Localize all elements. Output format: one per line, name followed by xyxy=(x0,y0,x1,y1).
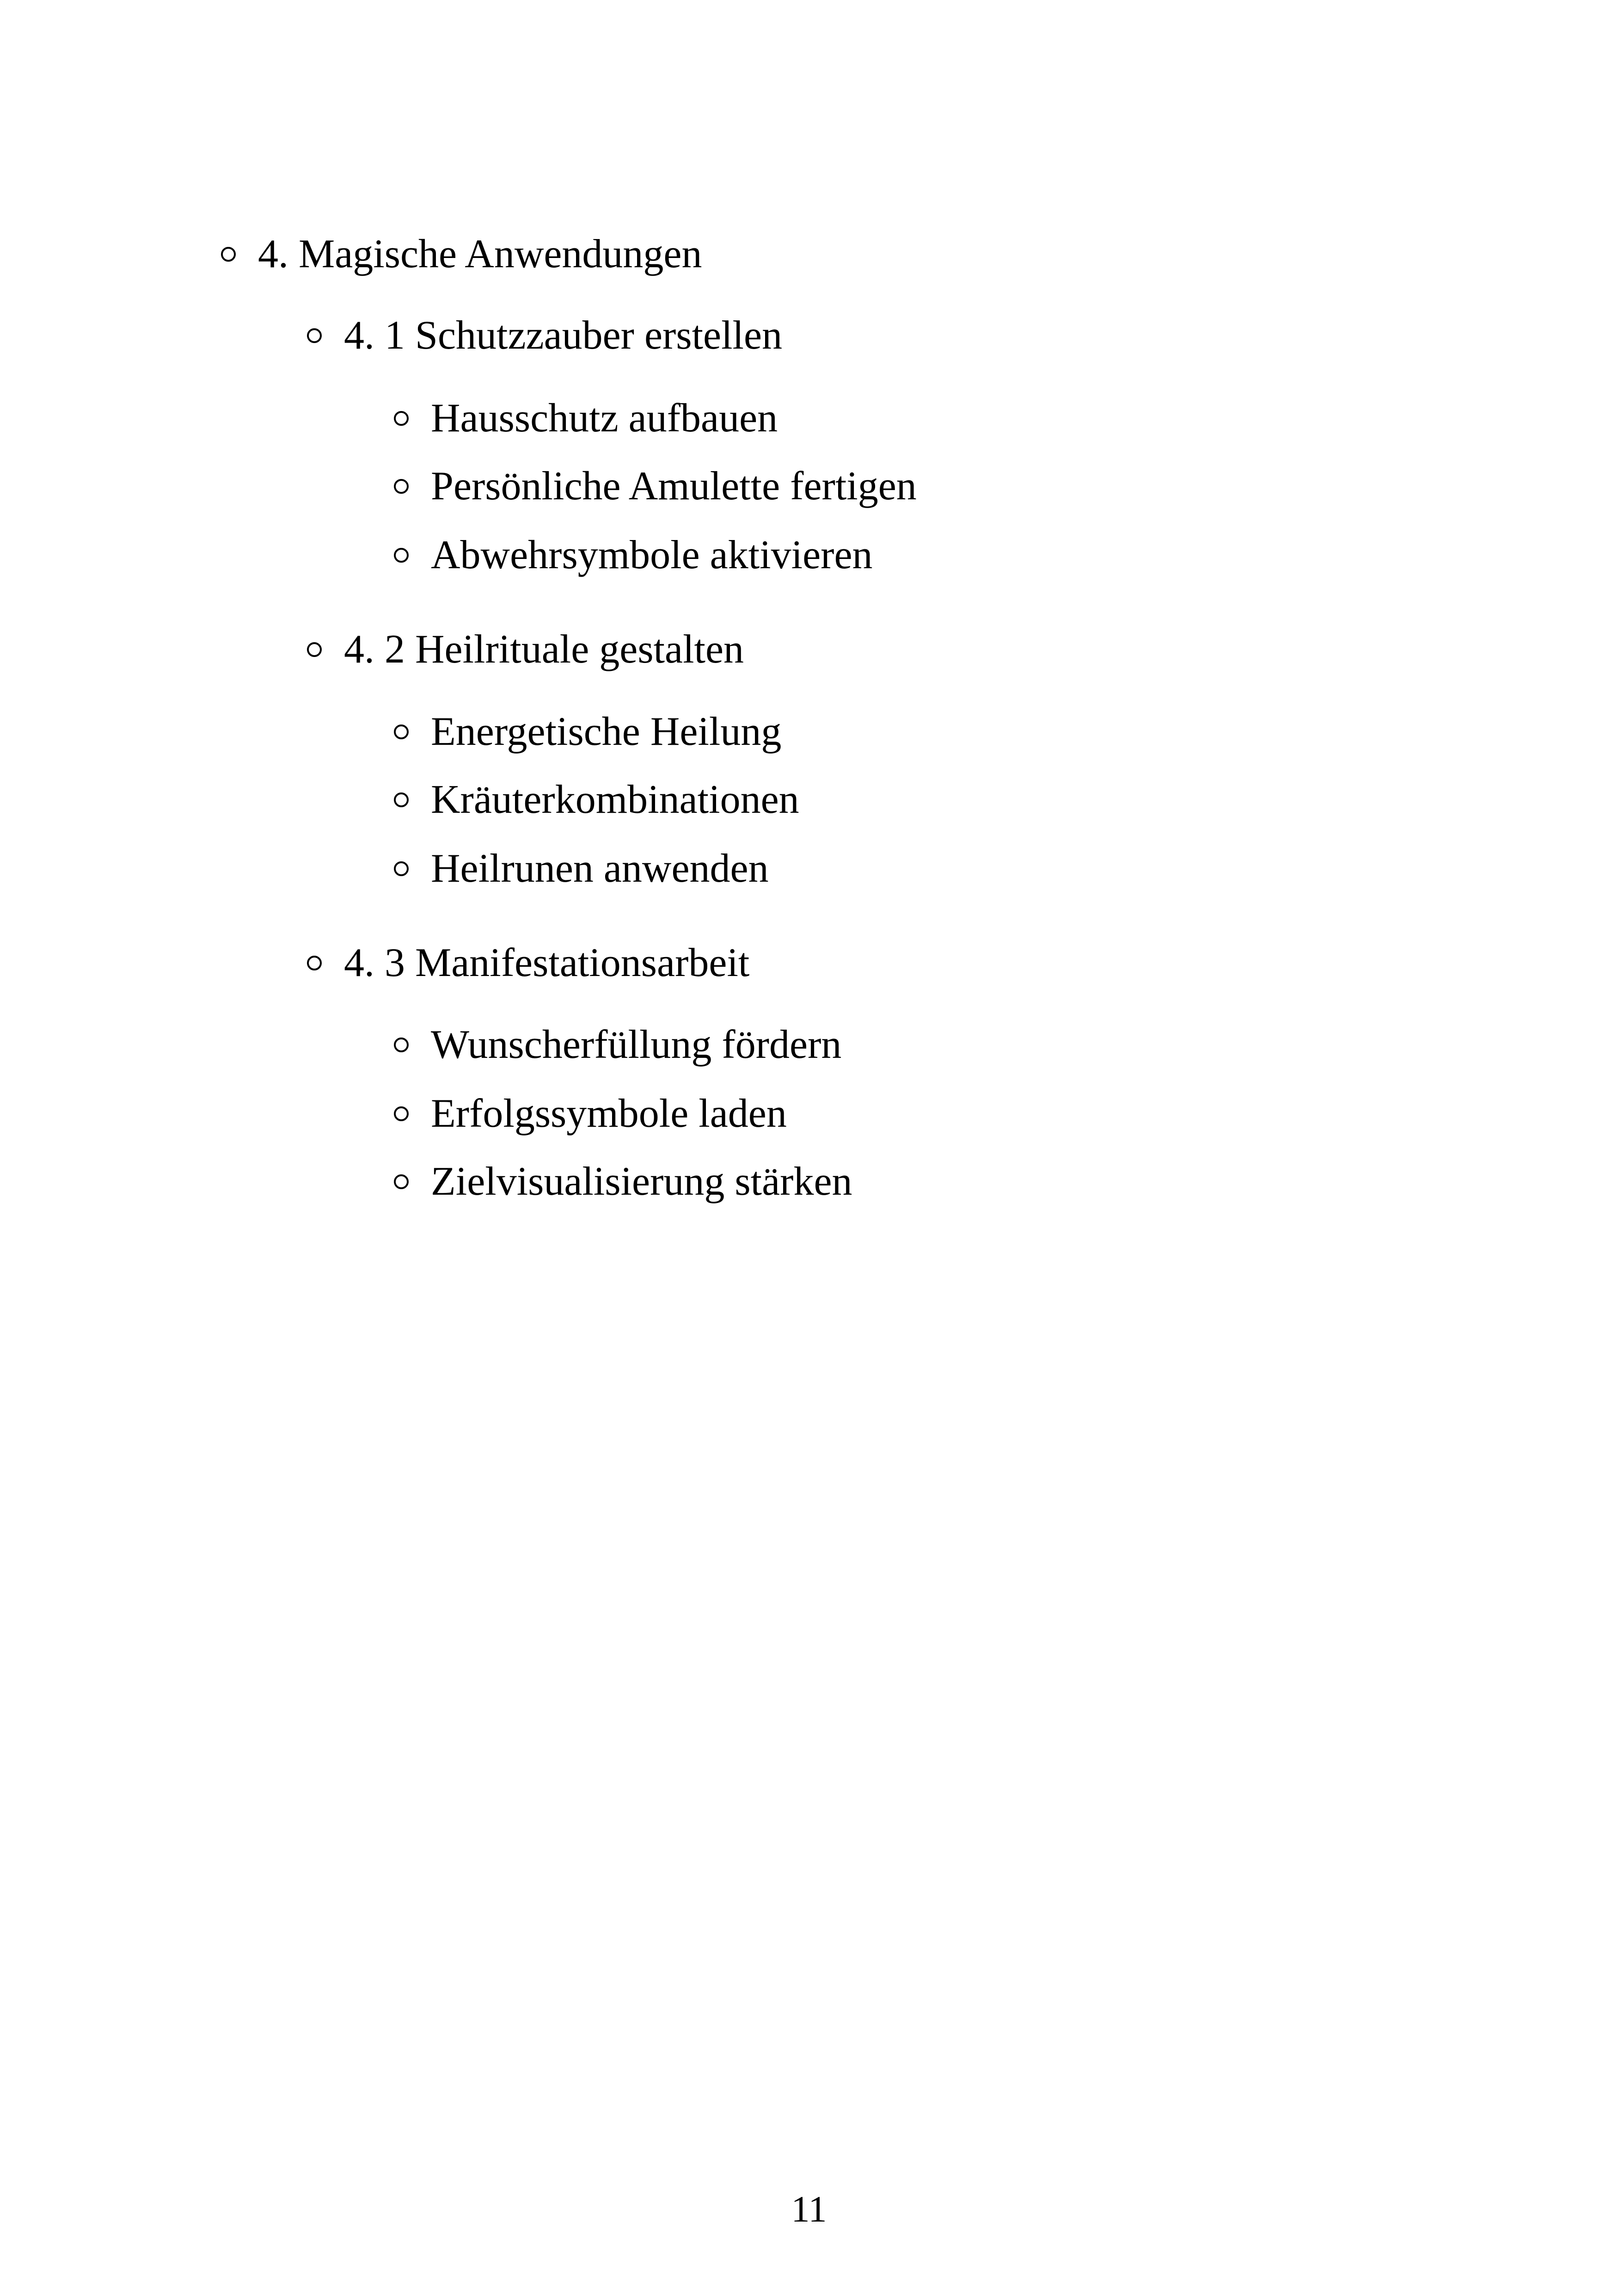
chapter-title: 4. Magische Anwendungen xyxy=(258,232,702,276)
hollow-circle-bullet-icon xyxy=(307,642,322,657)
hollow-circle-bullet-icon xyxy=(394,548,409,563)
hollow-circle-bullet-icon xyxy=(394,1174,409,1189)
hollow-circle-bullet-icon xyxy=(394,1037,409,1052)
section-title: 4. 3 Manifestationsarbeit xyxy=(344,940,750,985)
item-text: Wunscherfüllung fördern xyxy=(431,1022,842,1067)
item-text: Heilrunen anwenden xyxy=(431,846,769,891)
item-text: Zielvisualisierung stärken xyxy=(431,1159,852,1204)
outline-item xyxy=(394,459,917,514)
outline-chapter xyxy=(221,227,702,282)
hollow-circle-bullet-icon xyxy=(394,411,409,426)
hollow-circle-bullet-icon xyxy=(394,1106,409,1121)
hollow-circle-bullet-icon xyxy=(307,956,322,970)
outline-section xyxy=(307,308,782,363)
outline-item xyxy=(394,1086,787,1142)
item-text: Energetische Heilung xyxy=(431,709,782,754)
outline-section xyxy=(307,935,749,991)
hollow-circle-bullet-icon xyxy=(394,792,409,807)
hollow-circle-bullet-icon xyxy=(394,724,409,739)
outline-item xyxy=(394,772,799,828)
outline-item xyxy=(394,391,778,446)
outline-section xyxy=(307,622,744,677)
hollow-circle-bullet-icon xyxy=(307,328,322,343)
item-text: Erfolgssymbole laden xyxy=(431,1091,787,1136)
item-text: Hausschutz aufbauen xyxy=(431,396,778,441)
hollow-circle-bullet-icon xyxy=(221,247,236,262)
section-title: 4. 2 Heilrituale gestalten xyxy=(344,627,744,672)
section-title: 4. 1 Schutzzauber erstellen xyxy=(344,313,783,358)
hollow-circle-bullet-icon xyxy=(394,479,409,494)
page-number: 11 xyxy=(791,2189,827,2230)
item-text: Persönliche Amulette fertigen xyxy=(431,464,917,509)
outline-item xyxy=(394,1154,852,1209)
outline-item xyxy=(394,704,781,760)
outline-item xyxy=(394,1017,841,1073)
outline-item xyxy=(394,841,769,896)
item-text: Abwehrsymbole aktivieren xyxy=(431,533,873,577)
hollow-circle-bullet-icon xyxy=(394,861,409,876)
outline-item xyxy=(394,528,873,583)
item-text: Kräuterkombinationen xyxy=(431,777,799,822)
